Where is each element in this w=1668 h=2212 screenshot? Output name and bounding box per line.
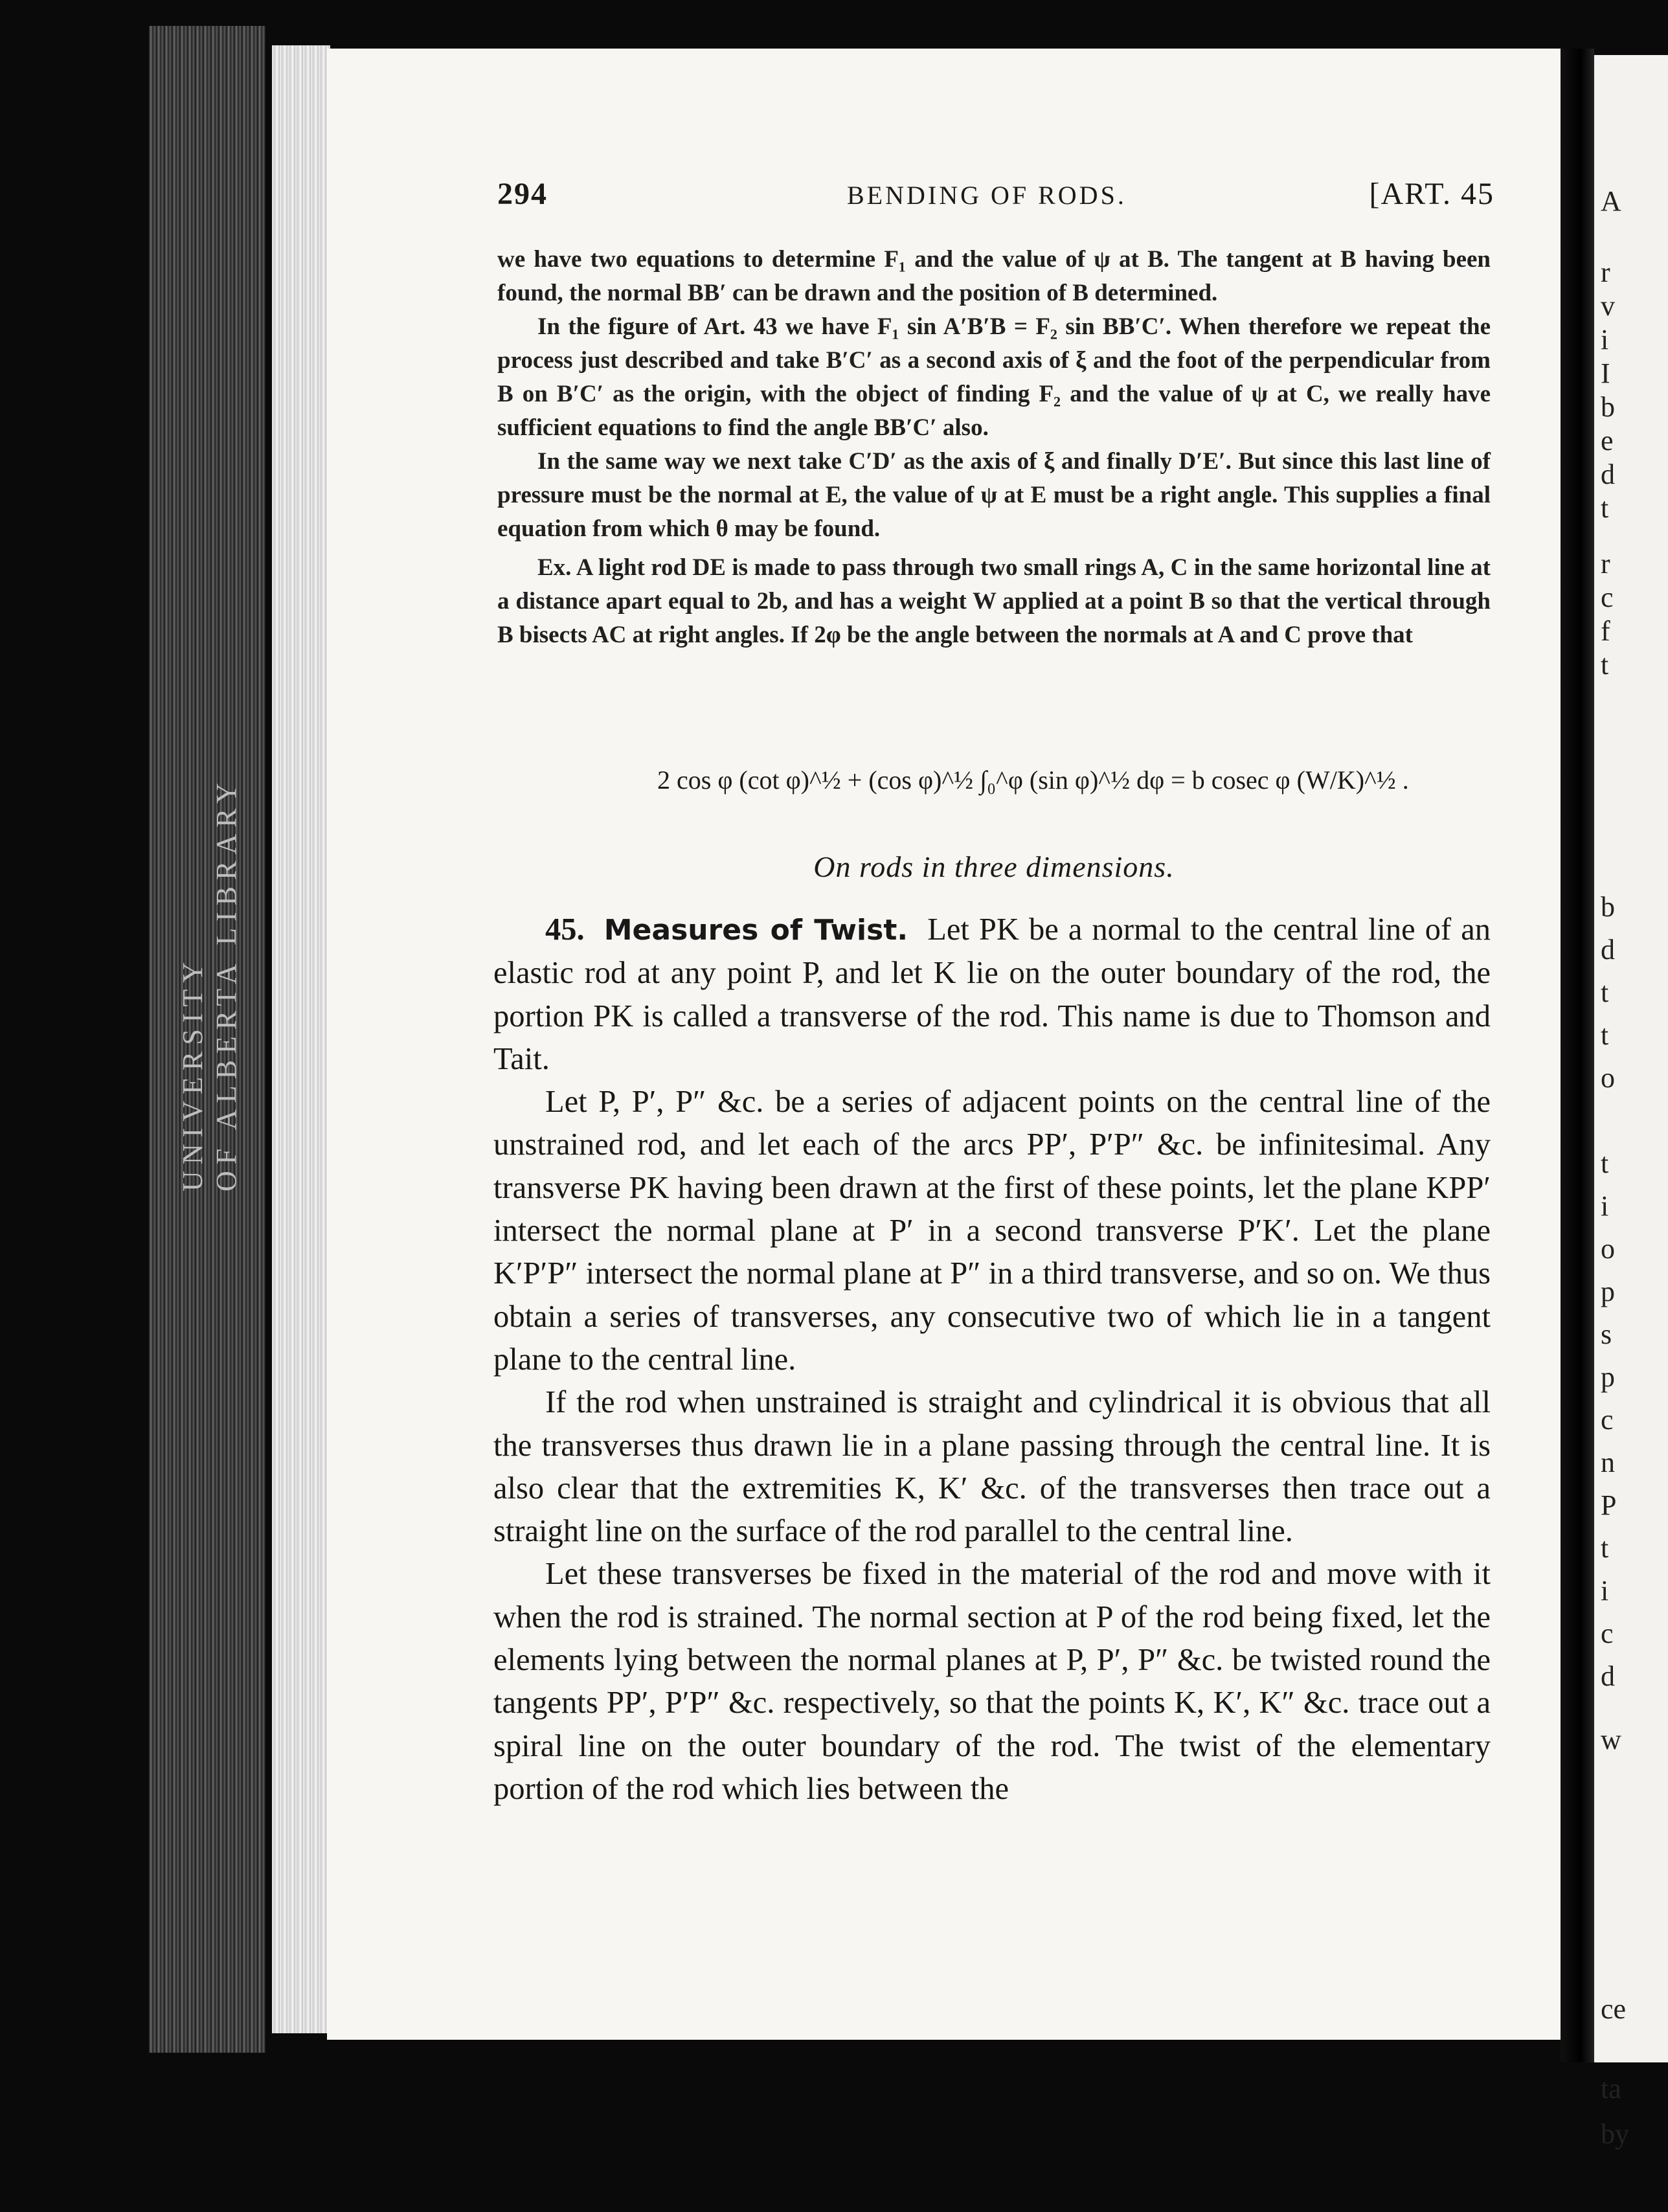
next-page-char: c (1601, 1618, 1614, 1649)
next-page-char: i (1601, 1190, 1609, 1222)
small-print-block (497, 243, 1491, 652)
article-reference: [ART. 45 (1369, 177, 1494, 211)
running-head-title: BENDING OF RODS. (847, 181, 1127, 210)
next-page-char: d (1601, 934, 1615, 965)
next-page-char: p (1601, 1361, 1615, 1393)
next-page-char: by (1601, 2118, 1629, 2150)
next-page-char: t (1601, 649, 1609, 681)
next-page-char: w (1601, 1724, 1621, 1755)
small-paragraph-1: we have two equations to determine F₁ and the value of ψ at B. The tangent at B having been found, the normal BB′ can be drawn and the position of B determined. (497, 246, 1491, 306)
next-page-char: n (1601, 1447, 1615, 1478)
section-45-paragraph-4: Let these transverses be fixed in the material of the rod and move with it when the rod is strained. The normal section at P of the rod being fixed, let the elements lying between the normal planes at P, P′, P″ &c. be twisted round the tangents PP′, P′P″ &c. respectively, so that the points K, K′, K″ &c. trace out a spiral line on the outer boundary of the rod. The twist of the elementary portion of the rod which lies between the (493, 1557, 1491, 1806)
library-stamp-line-2: OF ALBERTA LIBRARY (210, 776, 242, 1191)
next-page-char: f (1601, 615, 1610, 647)
next-page-char: c (1601, 1404, 1614, 1436)
next-page-char: ce (1601, 1993, 1627, 2025)
section-45-paragraph-3: If the rod when unstrained is straight and cylindrical it is obvious that all the transverses thus drawn lie in a plane passing through the central line. It is also clear that the extremities K, K′ &c. of the transverses then trace out a straight line on the surface of the rod parallel to the central line. (493, 1385, 1491, 1549)
section-45-paragraph-2: Let P, P′, P″ &c. be a series of adjacent points on the central line of the unstrained rod, and let each of the arcs PP′, P′P″ &c. be infinitesimal. Any transverse PK having been drawn at the first of these points, let the plane KPP′ intersect the normal plane at P′ in a second transverse P′K′. Let the plane K′P′P″ intersect the normal plane at P″ in a third transverse, and so on. We thus obtain a series of transverses, any consecutive two of which lie in a tangent plane to the central line. (493, 1085, 1491, 1377)
small-paragraph-3: In the same way we next take C′D′ as the axis of ξ and finally D′E′. But since this last line of pressure must be the normal at E, the value of ψ at E must be a right angle. This supplies a final equation from which θ may be found. (497, 448, 1491, 542)
example-formula: 2 cos φ (cot φ)^½ + (cos φ)^½ ∫₀^φ (sin φ)^½ dφ = b cosec φ (W/K)^½ . (657, 765, 1409, 795)
small-paragraph-2: In the figure of Art. 43 we have F₁ sin A′B′B = F₂ sin BB′C′. When therefore we repeat the process just described and take B′C′ as a second axis of ξ and the foot of the perpendicular from B on B′C′ as the origin, with the object of finding F₂ and the value of ψ at C, we really have sufficient equations to find the angle BB′C′ also. (497, 313, 1491, 441)
next-page-char: t (1601, 976, 1609, 1008)
library-stamp-line-1: UNIVERSITY (177, 956, 208, 1191)
next-page-char: s (1601, 1318, 1612, 1350)
next-page-char: d (1601, 458, 1615, 490)
section-45-paragraph-1-text: Let PK be a normal to the central line of an elastic rod at any point P, and let K lie on the outer boundary of the rod, the portion PK is called a transverse of the rod. This name is due to Thomson and Tait. (493, 912, 1491, 1076)
next-page-char: t (1601, 1019, 1609, 1051)
next-page-char: o (1601, 1062, 1615, 1094)
example-paragraph: Ex. A light rod DE is made to pass through two small rings A, C in the same horizontal line at a distance apart equal to 2b, and has a weight W applied at a point B so that the vertical through B bisects AC at right angles. If 2φ be the angle between the normals at A and C prove that (497, 554, 1491, 648)
next-page-char: ta (1601, 2073, 1621, 2105)
gutter-shadow (1561, 49, 1594, 2062)
next-page-char: A (1601, 185, 1621, 217)
next-page-char: P (1601, 1489, 1617, 1521)
next-page-char: i (1601, 324, 1609, 356)
next-page-char: r (1601, 256, 1610, 288)
next-page-char: e (1601, 425, 1614, 457)
next-page-char: v (1601, 290, 1615, 322)
next-page-char: I (1601, 357, 1610, 389)
next-page-char: t (1601, 1532, 1609, 1564)
next-page-char: d (1601, 1660, 1615, 1692)
section-number: 45. (545, 912, 585, 947)
next-page-char: i (1601, 1575, 1609, 1607)
page-number: 294 (497, 177, 548, 211)
section-title: Measures of Twist. (603, 914, 908, 947)
next-page-char: t (1601, 1147, 1609, 1179)
next-page-char: p (1601, 1276, 1615, 1307)
section-subheading: On rods in three dimensions. (813, 850, 1175, 883)
next-page-char: o (1601, 1233, 1615, 1265)
next-page-char: r (1601, 548, 1610, 580)
section-45-paragraph-1 (493, 909, 1491, 1081)
running-header (497, 176, 1494, 221)
page-edges (272, 45, 330, 2033)
next-page-char: c (1601, 581, 1614, 613)
next-page-char: t (1601, 492, 1609, 524)
main-text-block (493, 909, 1491, 1811)
next-page-char: b (1601, 891, 1615, 923)
next-page-fragment (1594, 55, 1668, 2150)
next-page-char: b (1601, 391, 1615, 423)
library-stamp (176, 776, 247, 1191)
